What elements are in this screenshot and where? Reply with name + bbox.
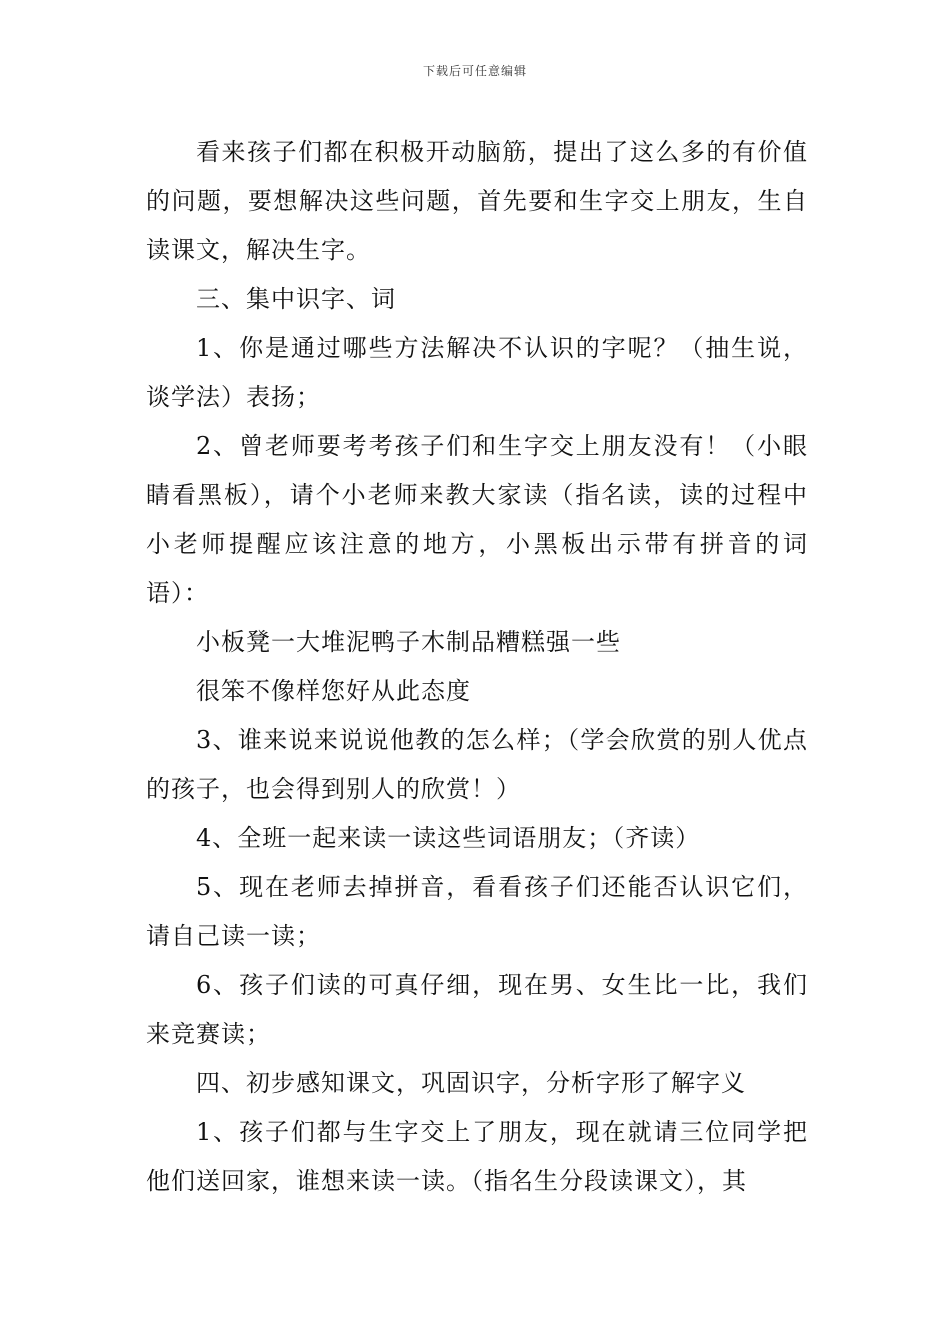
paragraph: 4、全班一起来读一读这些词语朋友；（齐读）	[196, 824, 701, 852]
section-heading: 三、集中识字、词	[196, 285, 396, 313]
word-list: 很笨不像样您好从此态度	[196, 677, 471, 705]
paragraph: 5、现在老师去掉拼音，看看孩子们还能否认识它们，请自己读一读；	[146, 873, 808, 950]
paragraph: 1、你是通过哪些方法解决不认识的字呢？（抽生说，谈学法）表扬；	[146, 334, 808, 411]
paragraph: 3、谁来说来说说他教的怎么样；（学会欣赏的别人优点的孩子，也会得到别人的欣赏！）	[146, 726, 808, 803]
paragraph: 2、曾老师要考考孩子们和生字交上朋友没有！（小眼睛看黑板），请个小老师来教大家读（指名读，读的过程中小老师提醒应该注意的地方，小黑板出示带有拼音的词语）：	[146, 432, 808, 607]
paragraph: 6、孩子们读的可真仔细，现在男、女生比一比，我们来竞赛读；	[146, 971, 808, 1048]
paragraph: 1、孩子们都与生字交上了朋友，现在就请三位同学把他们送回家，谁想来读一读。（指名生分段读课文），其	[146, 1118, 808, 1195]
paragraph: 看来孩子们都在积极开动脑筋，提出了这么多的有价值的问题，要想解决这些问题，首先要和生字交上朋友，生自读课文，解决生字。	[146, 138, 808, 264]
section-heading: 四、初步感知课文，巩固识字，分析字形了解字义	[196, 1069, 746, 1097]
document-body	[146, 128, 808, 1206]
word-list: 小板凳一大堆泥鸭子木制品糟糕强一些	[196, 628, 621, 656]
page-header: 下载后可任意编辑	[422, 64, 527, 78]
